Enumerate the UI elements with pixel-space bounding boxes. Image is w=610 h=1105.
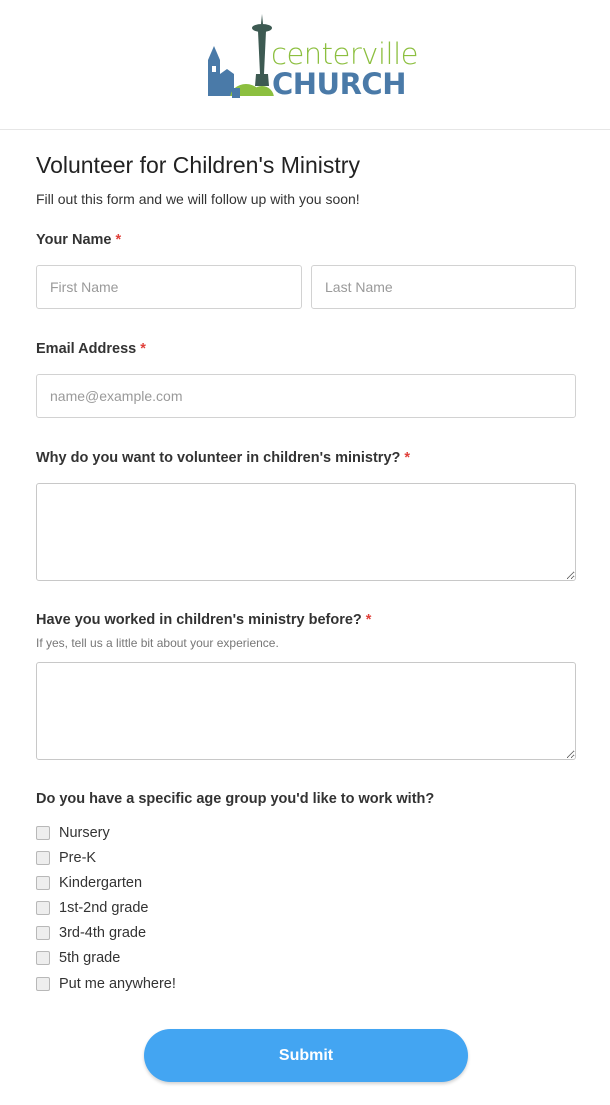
age-option-nursery[interactable]	[36, 823, 110, 843]
checkbox-label: Kindergarten	[59, 875, 143, 891]
required-mark: *	[365, 612, 372, 628]
age-option-1st-2nd[interactable]	[36, 898, 148, 918]
checkbox-label: Put me anywhere!	[59, 976, 176, 992]
logo-wordmark-bottom: CHURCH	[272, 67, 406, 101]
checkbox-label: 1st-2nd grade	[59, 900, 149, 916]
experience-label-text: Have you worked in children's ministry before?	[36, 612, 362, 628]
email-label	[36, 341, 146, 357]
checkbox[interactable]	[36, 876, 50, 890]
submit-button[interactable]: Submit	[144, 1029, 468, 1082]
required-mark: *	[140, 341, 146, 357]
last-name-input[interactable]	[311, 265, 576, 309]
experience-label	[36, 612, 371, 628]
checkbox-label: Pre-K	[59, 850, 97, 866]
age-group-label: Do you have a specific age group you'd like to work with?	[36, 791, 435, 807]
age-option-pre-k[interactable]	[36, 848, 96, 868]
email-input[interactable]	[36, 374, 576, 418]
checkbox-label: Nursery	[59, 825, 110, 841]
why-textarea[interactable]	[36, 483, 576, 581]
email-label-text: Email Address	[36, 341, 137, 357]
required-mark: *	[115, 232, 122, 248]
checkbox[interactable]	[36, 901, 50, 915]
checkbox[interactable]	[36, 851, 50, 865]
why-label-text: Why do you want to volunteer in children's ministry?	[36, 450, 401, 466]
checkbox[interactable]	[36, 951, 50, 965]
header	[0, 0, 610, 130]
required-mark: *	[404, 450, 411, 466]
name-label-text: Your Name	[36, 232, 112, 248]
checkbox[interactable]	[36, 977, 50, 991]
checkbox[interactable]	[36, 926, 50, 940]
logo-wordmark-top: centerville	[271, 37, 418, 71]
first-name-input[interactable]	[36, 265, 302, 309]
age-option-kindergarten[interactable]	[36, 873, 142, 893]
age-option-anywhere[interactable]	[36, 974, 176, 994]
checkbox-label: 5th grade	[59, 950, 121, 966]
age-option-5th[interactable]	[36, 948, 120, 968]
experience-hint: If yes, tell us a little bit about your experience.	[36, 636, 279, 650]
church-logo	[206, 14, 418, 101]
page-title: Volunteer for Children's Ministry	[36, 152, 360, 178]
checkbox[interactable]	[36, 826, 50, 840]
why-label	[36, 450, 410, 466]
page-subtitle: Fill out this form and we will follow up with you soon!	[36, 191, 360, 207]
name-label	[36, 232, 121, 248]
church-skyline-icon	[206, 14, 276, 100]
age-option-3rd-4th[interactable]	[36, 923, 146, 943]
experience-textarea[interactable]	[36, 662, 576, 760]
checkbox-label: 3rd-4th grade	[59, 925, 147, 941]
